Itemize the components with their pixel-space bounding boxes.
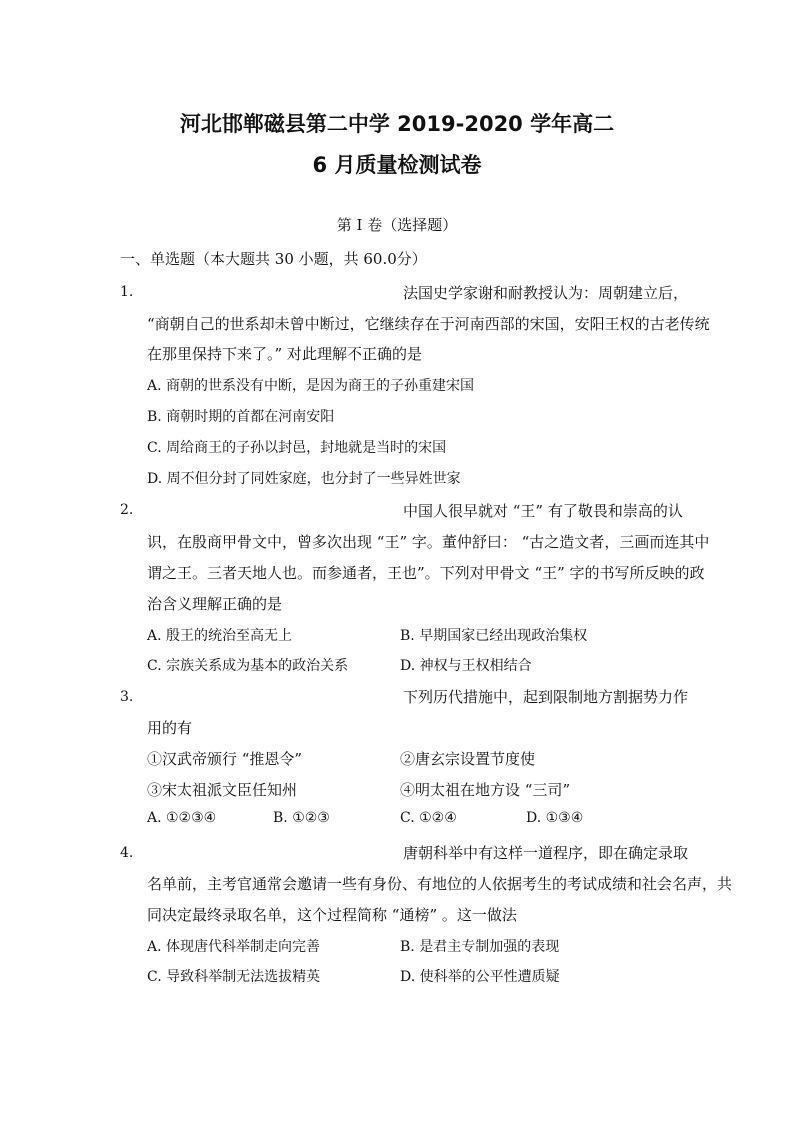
option-b: B. ①②③	[273, 810, 330, 826]
question-text-line: 法国史学家谢和耐教授认为：周朝建立后，	[403, 284, 689, 302]
section-heading: 一、单选题（本大题共 30 小题，共 60.0分）	[120, 250, 427, 268]
question-text-line: 谓之王。三者天地人也。而参通者，王也”。下列对甲骨文 “王” 字的书写所反映的政	[147, 564, 705, 582]
document-title-line2: 6 月质量检测试卷	[312, 153, 482, 177]
option-d: D. 使科举的公平性遭质疑	[400, 969, 560, 985]
question-text-line: 唐朝科举中有这样一道程序，即在确定录取	[403, 844, 689, 862]
statement-item: ③宋太祖派文臣任知州	[147, 781, 298, 799]
option-d: D. 周不但分封了同姓家庭，也分封了一些异姓世家	[147, 471, 461, 487]
option-c: C. 宗族关系成为基本的政治关系	[147, 658, 349, 674]
question-text-line: 下列历代措施中，起到限制地方割据势力作	[403, 688, 689, 706]
statement-item: ④明太祖在地方设 “三司”	[400, 781, 571, 799]
option-d: D. ①③④	[526, 810, 584, 826]
question-number: 3.	[120, 689, 134, 705]
option-a: A. 商朝的世系没有中断，是因为商王的子孙重建宋国	[147, 378, 475, 394]
option-b: B. 早期国家已经出现政治集权	[400, 628, 588, 644]
question-text-line: 用的有	[147, 719, 193, 737]
option-c: C. ①②④	[400, 810, 457, 826]
question-text-line: “商朝自己的世系却未曾中断过，它继续存在于河南西部的宋国，安阳王权的古老传统	[147, 315, 710, 333]
part-title: 第 I 卷（选择题）	[336, 216, 458, 234]
statement-item: ②唐玄宗设置节度使	[400, 750, 536, 768]
option-c: C. 导致科举制无法选拔精英	[147, 969, 321, 985]
option-b: B. 商朝时期的首都在河南安阳	[147, 409, 335, 425]
question-text-line: 在那里保持下来了。” 对此理解不正确的是	[147, 345, 422, 363]
question-text-line: 中国人很早就对 “王” 有了敬畏和崇高的认	[403, 502, 683, 520]
document-title-line1: 河北邯郸磁县第二中学 2019-2020 学年高二	[179, 112, 615, 136]
option-a: A. ①②③④	[147, 810, 217, 826]
question-number: 4.	[120, 845, 134, 861]
option-a: A. 殷王的统治至高无上	[147, 628, 293, 644]
question-text-line: 识，在殷商甲骨文中，曾多次出现 “王” 字。董仲舒曰： “古之造文者，三画而连其中	[147, 533, 710, 551]
option-d: D. 神权与王权相结合	[400, 658, 532, 674]
question-text-line: 名单前，主考官通常会邀请一些有身份、有地位的人依据考生的考试成绩和社会名声，共	[147, 875, 733, 893]
statement-item: ①汉武帝颁行 “推恩令”	[147, 750, 303, 768]
option-a: A. 体现唐代科举制走向完善	[147, 939, 321, 955]
option-b: B. 是君主专制加强的表现	[400, 939, 560, 955]
question-text-line: 同决定最终录取名单，这个过程简称 “通榜” 。这一做法	[147, 906, 517, 924]
option-c: C. 周给商王的子孙以封邑，封地就是当时的宋国	[147, 440, 447, 456]
question-number: 1.	[120, 284, 134, 300]
question-text-line: 治含义理解正确的是	[147, 595, 283, 613]
question-number: 2.	[120, 502, 134, 518]
